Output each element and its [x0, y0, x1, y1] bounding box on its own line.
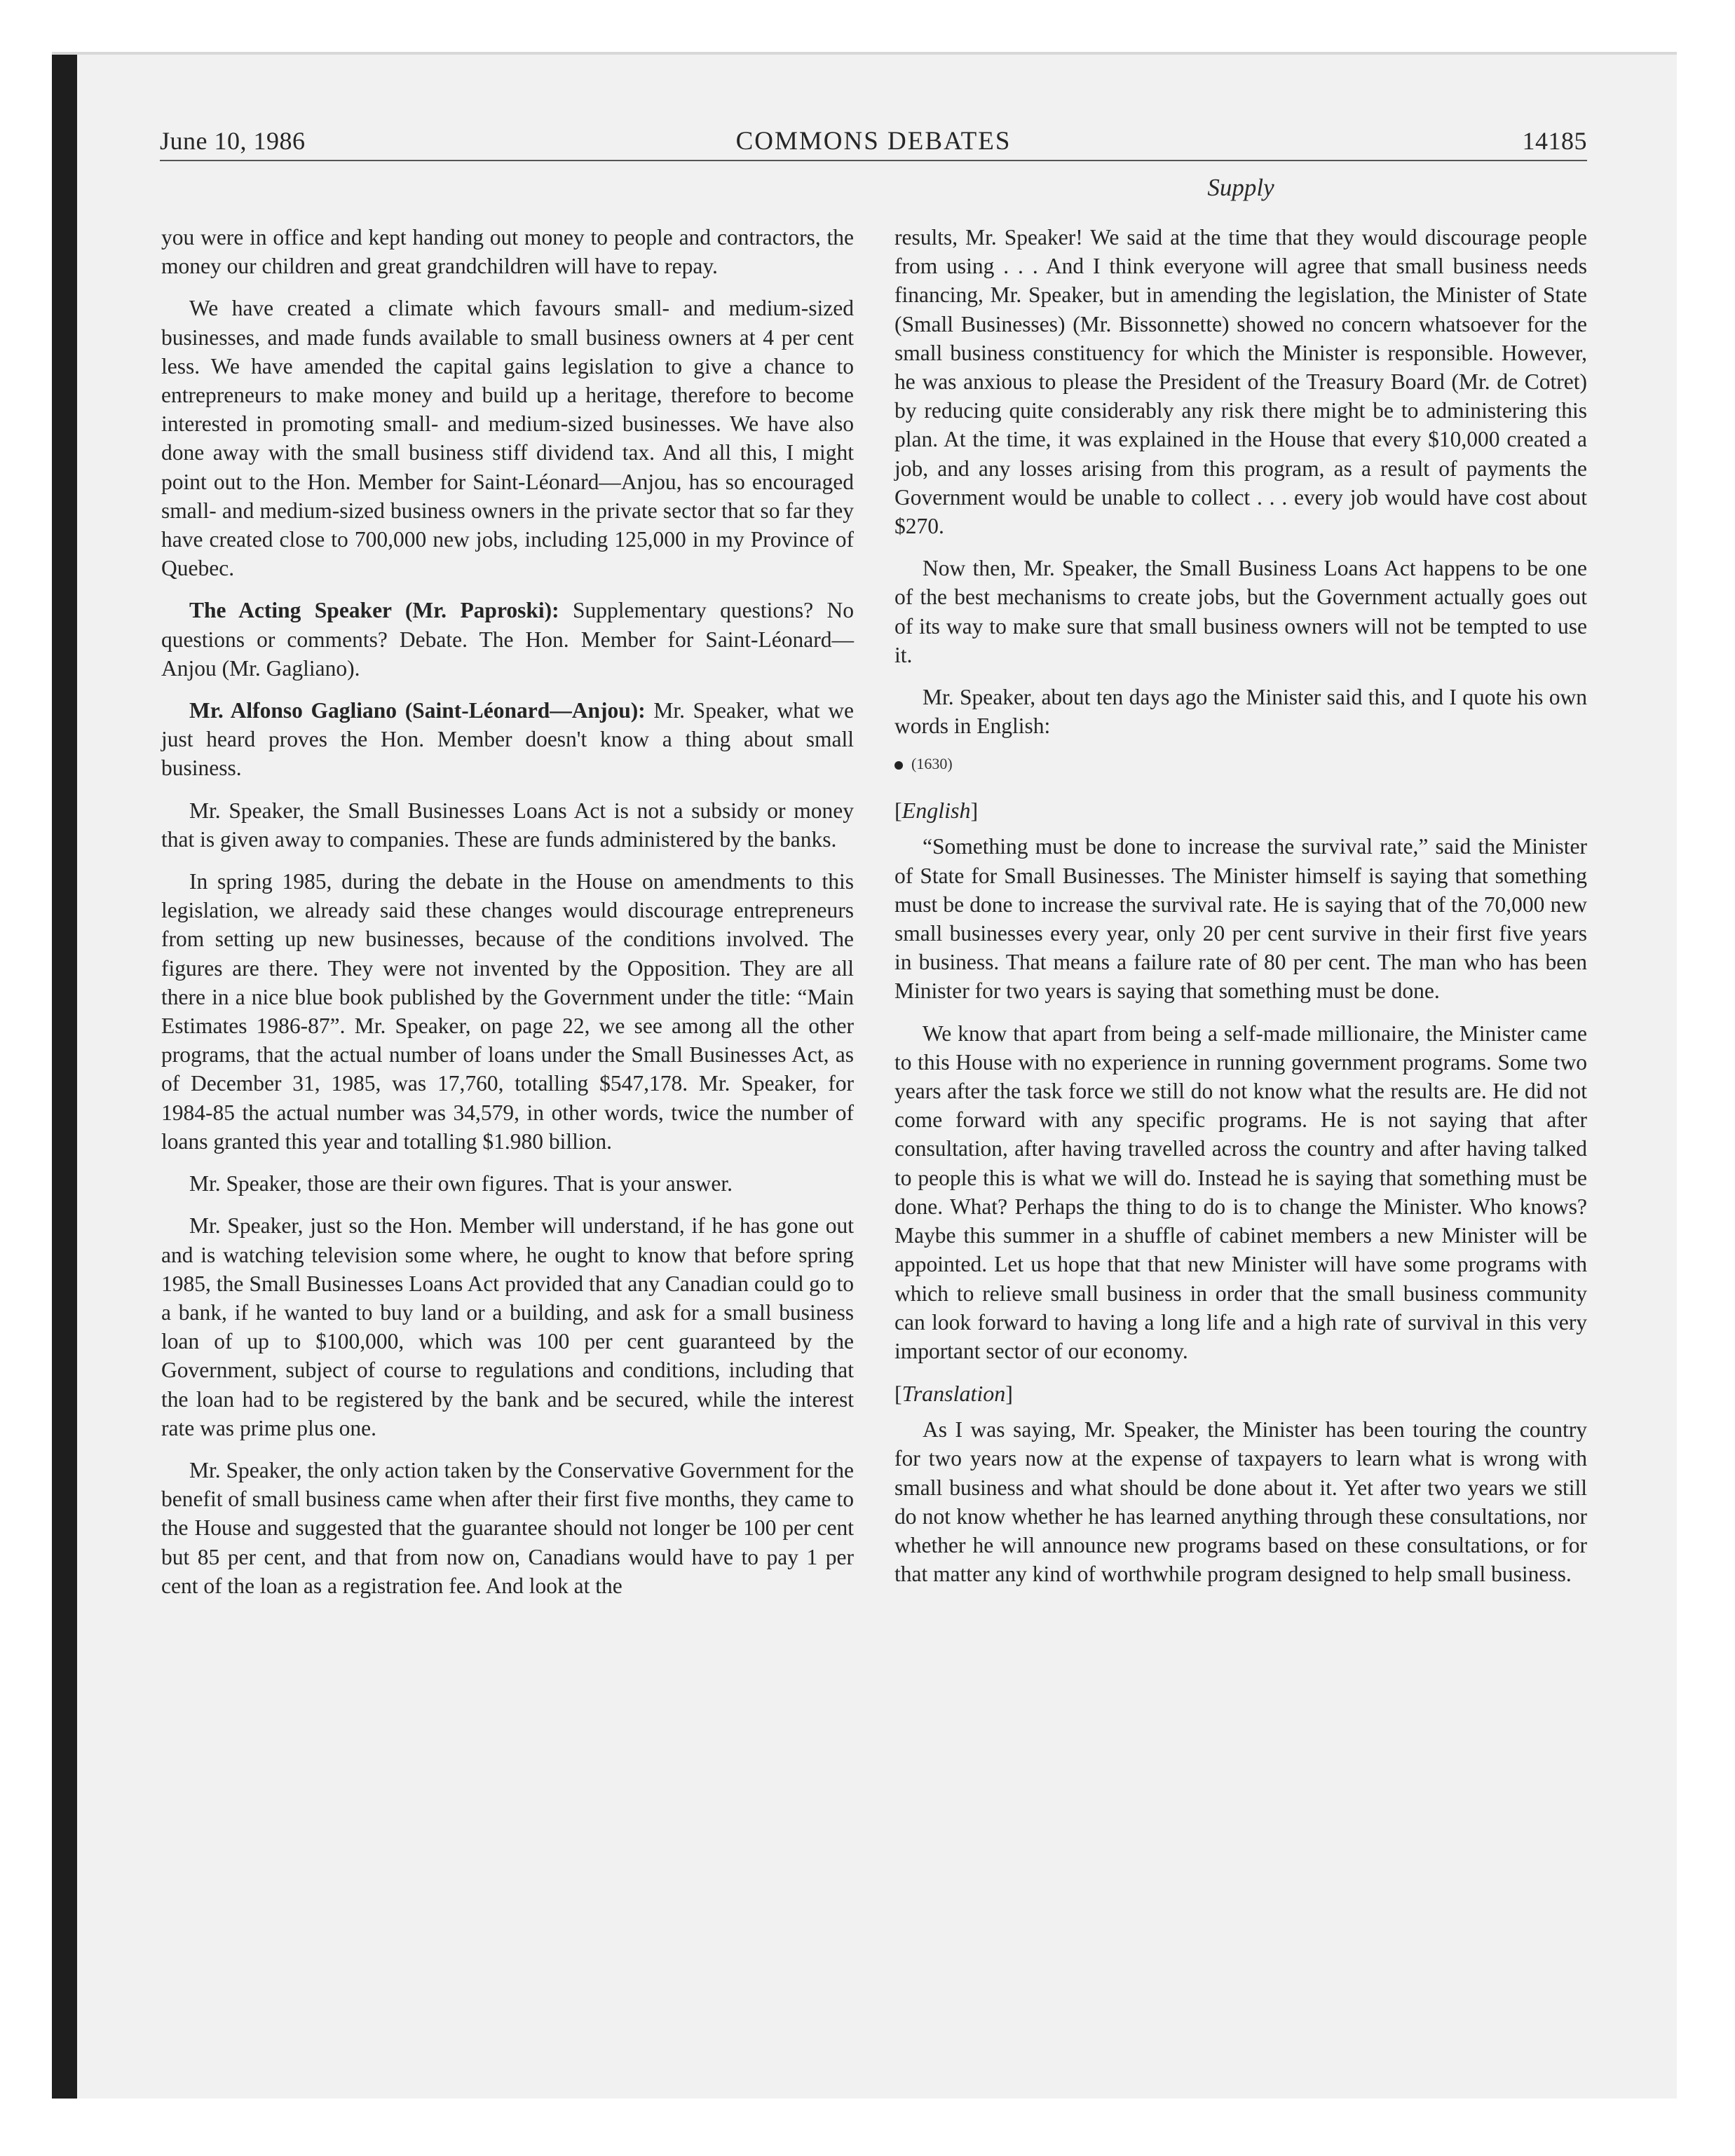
header-date: June 10, 1986: [160, 127, 306, 155]
header-page-number: 14185: [1522, 127, 1587, 155]
paragraph: Mr. Speaker, those are their own figures. That is your answer.: [189, 1171, 733, 1196]
section-heading: Supply: [1207, 174, 1274, 201]
timestamp-text: (1630): [911, 755, 953, 773]
paragraph: In spring 1985, during the debate in the House on amendments to this legislation, we already said these changes would discourage entrepreneurs from setting up new businesses, because of the conditions involved. The figures are there. They were not invented by the Opposition. They are all there in a nice blue book published by the Government under the title: “Main Estimates 1986-87”. Mr. Speaker, on page 22, we see among all the other programs, that the actual number of loans under the Small Businesses Act, as of December 31, 1985, was 17,760, totalling $547,178. Mr. Speaker, for 1984-85 the actual number was 34,579, in other words, twice the number of loans granted this year and totalling $1.980 billion.: [161, 869, 854, 1154]
paragraph: [161, 696, 854, 783]
paragraph: Mr. Speaker, just so the Hon. Member will understand, if he has gone out and is watching television some where, he ought to know that before spring 1985, the Small Businesses Loans Act provided that any Canadian could go to a bank, if he wanted to buy land or a building, and ask for a small business loan of up to $100,000, which was 100 per cent guaranteed by the Government, subject of course to regulations and conditions, including that the loan had to be registered by the bank and be secured, while the interest rate was prime plus one.: [161, 1213, 854, 1440]
speaker-name: The Acting Speaker (Mr. Paproski):: [189, 598, 559, 623]
paragraph: results, Mr. Speaker! We said at the time that they would discourage people from using . . . And I think everyone will agree that small business needs financing, Mr. Speaker, but in amending the legislation, the Minister of State (Small Businesses) (Mr. Bissonnette) showed no concern whatsoever for the small business constituency for which the Minister is responsible. However, he was anxious to please the President of the Treasury Board (Mr. de Cotret) by reducing quite considerably any risk there might be to administering this plan. At the time, it was explained in the House that every $10,000 created a job, and any losses arising from this program, as a result of payments the Government would be unable to collect . . . every job would have cost about $270.: [894, 225, 1587, 539]
paragraph: Mr. Speaker, the only action taken by the Conservative Government for the benefit of small business came when after their first five months, they came to the House and suggested that the guarantee should not longer be 100 per cent but 85 per cent, and that from now on, Canadians would have to pay 1 per cent of the loan as a registration fee. And look at the: [161, 1457, 854, 1598]
language-label-translation: [Translation]: [894, 1381, 1013, 1407]
language-label-text: English: [901, 798, 971, 824]
paragraph: you were in office and kept handing out money to people and contractors, the money our children and great grandchildren will have to repay.: [161, 225, 854, 279]
running-header: [160, 126, 1587, 161]
language-label-text: Translation: [901, 1381, 1006, 1407]
speech-text: Supplementary questions? No questions or comments? Debate. The Hon. Member for Saint-Léonard—Anjou (Mr. Gagliano).: [161, 598, 854, 681]
paragraph: Mr. Speaker, about ten days ago the Minister said this, and I quote his own words in English:: [894, 685, 1587, 739]
paragraph: As I was saying, Mr. Speaker, the Minister has been touring the country for two years now at the expense of taxpayers to learn what is wrong with small business and what should be done about it. Yet after two years we still do not know whether he has learned anything through these consultations, nor whether he will announce new programs based on these consultations, or for that matter any kind of worthwhile program designed to help small business.: [894, 1417, 1587, 1587]
speaker-name: Mr. Alfonso Gagliano (Saint-Léonard—Anjou):: [189, 698, 646, 723]
scan-border-left: [52, 52, 77, 2099]
paragraph: Mr. Speaker, the Small Businesses Loans Act is not a subsidy or money that is given away to companies. These are funds administered by the banks.: [161, 798, 854, 852]
bullet-icon: [894, 761, 903, 770]
header-title: COMMONS DEBATES: [735, 127, 1012, 156]
speech-text: Mr. Speaker, what we just heard proves the Hon. Member doesn't know a thing about small business.: [161, 698, 854, 781]
paragraph: We have created a climate which favours small- and medium-sized businesses, and made funds available to small business owners at 4 per cent less. We have amended the capital gains legislation to give a chance to entrepreneurs to make money and build up a heritage, therefore to become interested in promoting small- and medium-sized businesses. We have also done away with the small business stiff dividend tax. And all this, I might point out to the Hon. Member for Saint-Léonard—Anjou, has so encouraged small- and medium-sized business owners in the private sector that so far they have created close to 700,000 new jobs, including 125,000 in my Province of Quebec.: [161, 296, 854, 581]
paragraph: “Something must be done to increase the survival rate,” said the Minister of State for Small Businesses. The Minister himself is saying that something must be done to increase the survival rate. He is saying that of the 70,000 new small businesses every year, only 20 per cent survive in their first five years in business. That means a failure rate of 80 per cent. The man who has been Minister for two years is saying that something must be done.: [894, 834, 1587, 1004]
right-column: [894, 223, 1587, 1602]
paragraph: Now then, Mr. Speaker, the Small Business Loans Act happens to be one of the best mechanisms to create jobs, but the Government actually goes out of its way to make sure that small business owners will not be tempted to use it.: [894, 556, 1587, 667]
paragraph: [161, 596, 854, 683]
language-label-english: [English]: [894, 798, 979, 824]
paragraph: We know that apart from being a self-made millionaire, the Minister came to this House with no experience in running government programs. Some two years after the task force we still do not know what the results are. He did not come forward with any specific programs. He is not saying that after consultation, after having travelled across the country and after having talked to people this is what we will do. Instead he is saying that something must be done. What? Perhaps the thing to do is to change the Minister. Who knows? Maybe this summer in a shuffle of cabinet members a new Minister will be appointed. Let us hope that that new Minister will have some programs with which to relieve small business in order that the small business community can look forward to having a long life and a high rate of survival in this very important sector of our economy.: [894, 1021, 1587, 1363]
timestamp: [894, 753, 1587, 775]
header-rule: [160, 160, 1587, 161]
left-column: [161, 223, 854, 1613]
